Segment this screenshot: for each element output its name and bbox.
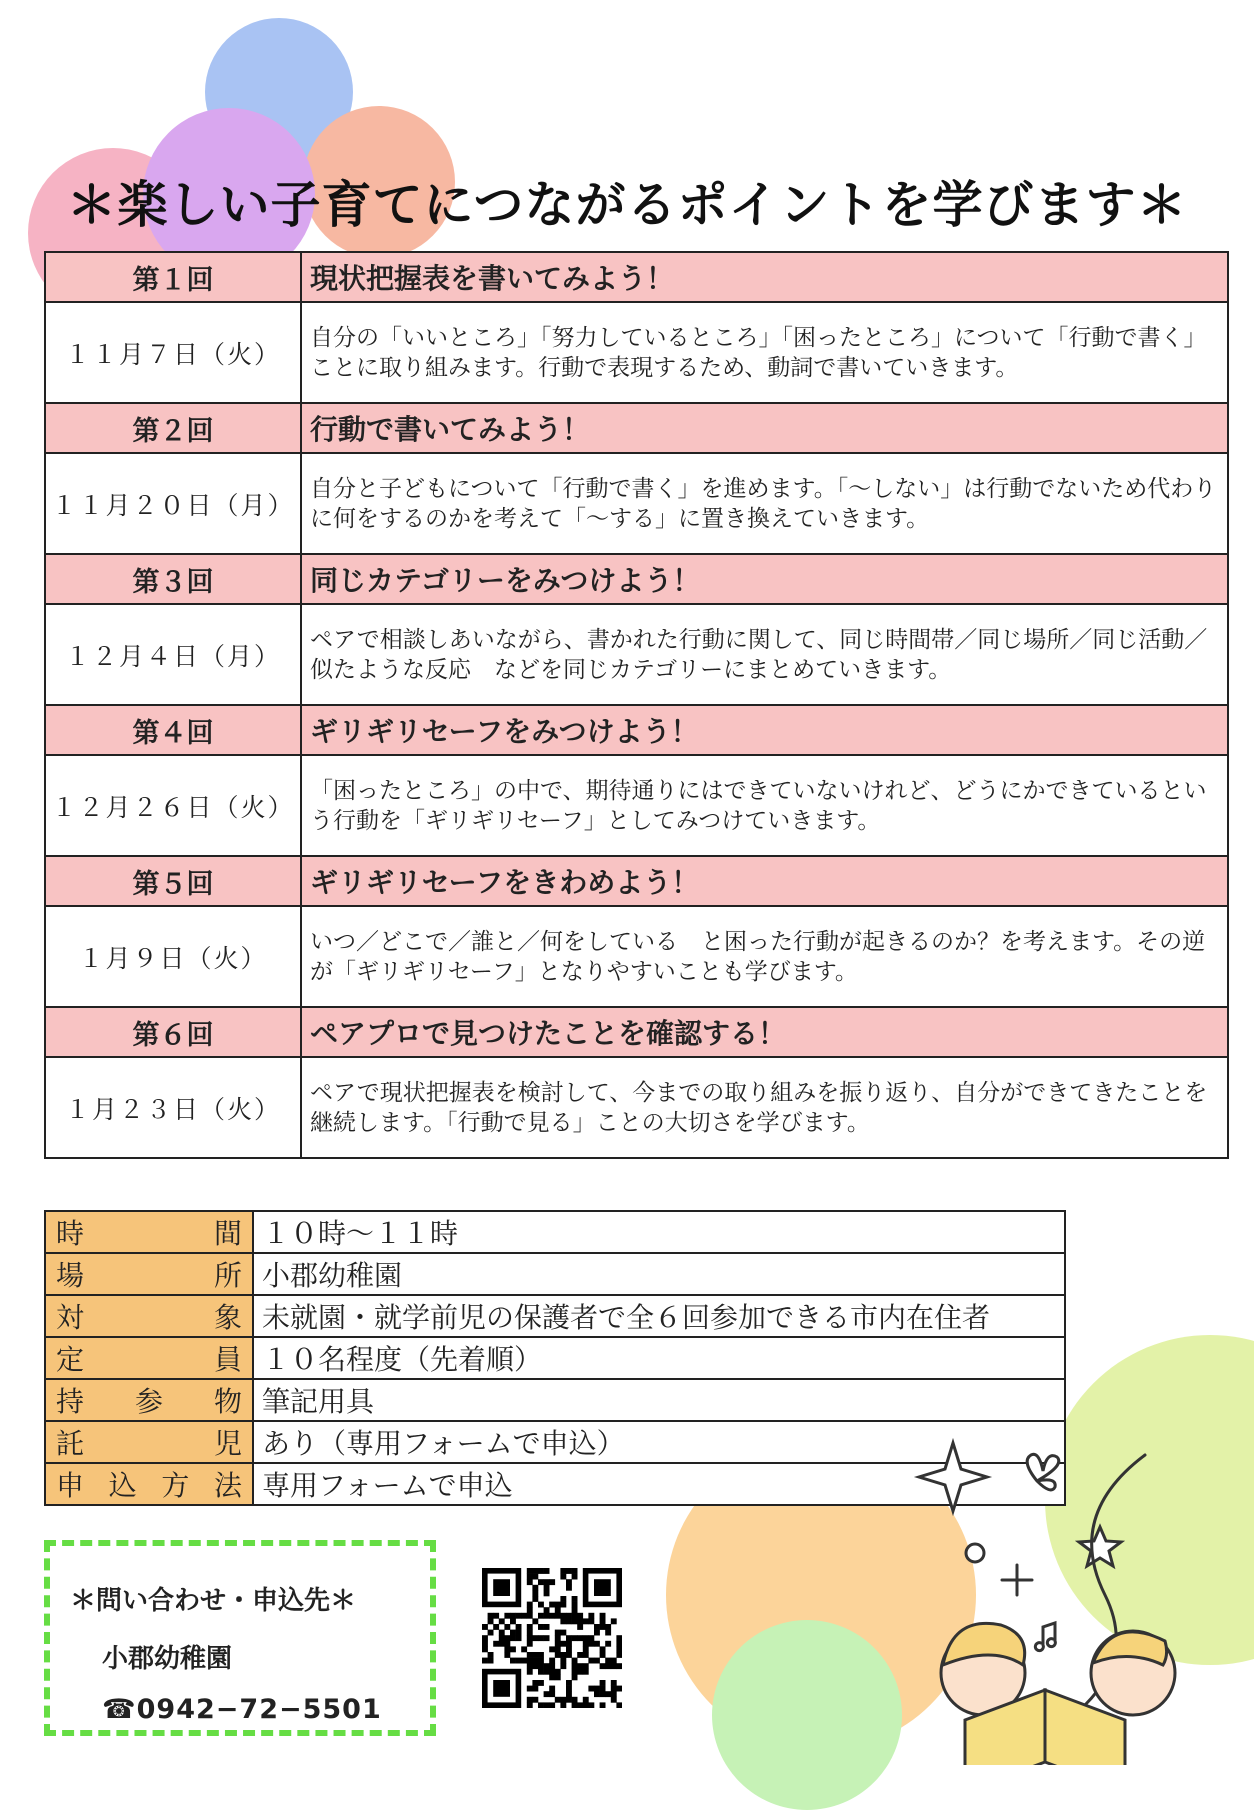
contact-box <box>44 1540 436 1736</box>
session-round: 第４回 <box>132 717 214 749</box>
session-date: １月２３日（火） <box>64 1094 281 1124</box>
flower-icon <box>966 1544 984 1562</box>
session-title: ギリギリセーフをきわめよう！ <box>310 866 700 899</box>
session-round: 第５回 <box>132 868 214 900</box>
info-value: 筆記用具 <box>253 1379 1065 1421</box>
info-row <box>45 1295 1065 1337</box>
session-round: 第２回 <box>132 415 214 447</box>
info-label: 託児 <box>45 1421 253 1463</box>
contact-name: 小郡幼稚園 <box>102 1644 233 1674</box>
session-title: 同じカテゴリーをみつけよう！ <box>310 564 701 597</box>
info-value: １０時～１１時 <box>253 1211 1065 1253</box>
session-title: ペアプロで見つけたことを確認する！ <box>310 1017 787 1050</box>
info-row <box>45 1379 1065 1421</box>
session-body-row <box>45 1057 1228 1158</box>
session-date: １月９日（火） <box>78 943 268 973</box>
session-body-row <box>45 604 1228 705</box>
session-body-row <box>45 755 1228 856</box>
session-description: 自分の「いいところ」「努力しているところ」「困ったところ」について「行動で書く」ことに取り組みます。行動で表現するため、動詞で書いていきます。 <box>310 324 1207 381</box>
children-reading-illustration <box>905 1435 1205 1765</box>
session-title: ギリギリセーフをみつけよう！ <box>310 715 699 748</box>
session-description: 自分と子どもについて「行動で書く」を進めます。「～しない」は行動でないため代わりに何をするのかを考えて「～する」に置き換えていきます。 <box>310 475 1217 532</box>
session-date: １１月２０日（月） <box>51 490 295 520</box>
sparkle-icon <box>919 1443 987 1511</box>
session-body-row <box>45 302 1228 403</box>
session-date: １１月７日（火） <box>64 339 281 369</box>
info-value: あり（専用フォームで申込） <box>253 1421 1065 1463</box>
info-row <box>45 1211 1065 1253</box>
music-note-icon <box>1035 1623 1055 1651</box>
session-header-row <box>45 1007 1228 1057</box>
session-round: 第１回 <box>132 264 214 296</box>
info-value: １０名程度（先着順） <box>253 1337 1065 1379</box>
info-label: 持参物 <box>45 1379 253 1421</box>
session-header-row <box>45 403 1228 453</box>
butterfly-icon <box>1027 1454 1059 1490</box>
info-value: 小郡幼稚園 <box>253 1253 1065 1295</box>
session-header-row <box>45 554 1228 604</box>
contact-phone[interactable]: ☎0942−72−5501 <box>102 1694 382 1725</box>
session-description: ペアで現状把握表を検討して、今までの取り組みを振り返り、自分ができてきたことを継続します。「行動で見る」ことの大切さを学びます。 <box>310 1079 1208 1136</box>
cross-sparkle-icon <box>1002 1565 1032 1595</box>
session-description: いつ／どこで／誰と／何をしている と困った行動が起きるのか？を考えます。その逆が「ギリギリセーフ」となりやすいことも学びます。 <box>310 928 1206 985</box>
info-value: 専用フォームで申込 <box>253 1463 1065 1505</box>
info-row <box>45 1337 1065 1379</box>
session-header-row <box>45 705 1228 755</box>
session-round: 第３回 <box>132 566 214 598</box>
info-label: 場所 <box>45 1253 253 1295</box>
page-title: ＊楽しい子育てにつながるポイントを学びます＊ <box>66 176 1188 234</box>
info-value: 未就園・就学前児の保護者で全６回参加できる市内在住者 <box>253 1295 1065 1337</box>
info-label: 時間 <box>45 1211 253 1253</box>
info-label: 申込方法 <box>45 1463 253 1505</box>
session-description: 「困ったところ」の中で、期待通りにはできていないけれど、どうにかできているという行動を「ギリギリセーフ」としてみつけていきます。 <box>310 777 1207 834</box>
qr-code[interactable] <box>482 1568 622 1708</box>
info-row <box>45 1253 1065 1295</box>
info-label: 定員 <box>45 1337 253 1379</box>
schedule-table <box>44 251 1229 1159</box>
session-header-row <box>45 252 1228 302</box>
session-title: 行動で書いてみよう！ <box>310 413 591 446</box>
decor-circle-green <box>712 1620 902 1810</box>
contact-heading: ＊問い合わせ・申込先＊ <box>70 1586 357 1616</box>
session-date: １２月２６日（火） <box>51 792 295 822</box>
session-body-row <box>45 453 1228 554</box>
session-body-row <box>45 906 1228 1007</box>
session-description: ペアで相談しあいながら、書かれた行動に関して、同じ時間帯／同じ場所／同じ活動／似たような反応 などを同じカテゴリーにまとめていきます。 <box>310 626 1208 683</box>
session-round: 第６回 <box>132 1019 214 1051</box>
star-icon <box>1079 1527 1121 1566</box>
info-label: 対象 <box>45 1295 253 1337</box>
session-title: 現状把握表を書いてみよう！ <box>310 262 675 295</box>
session-date: １２月４日（月） <box>64 641 281 671</box>
session-header-row <box>45 856 1228 906</box>
